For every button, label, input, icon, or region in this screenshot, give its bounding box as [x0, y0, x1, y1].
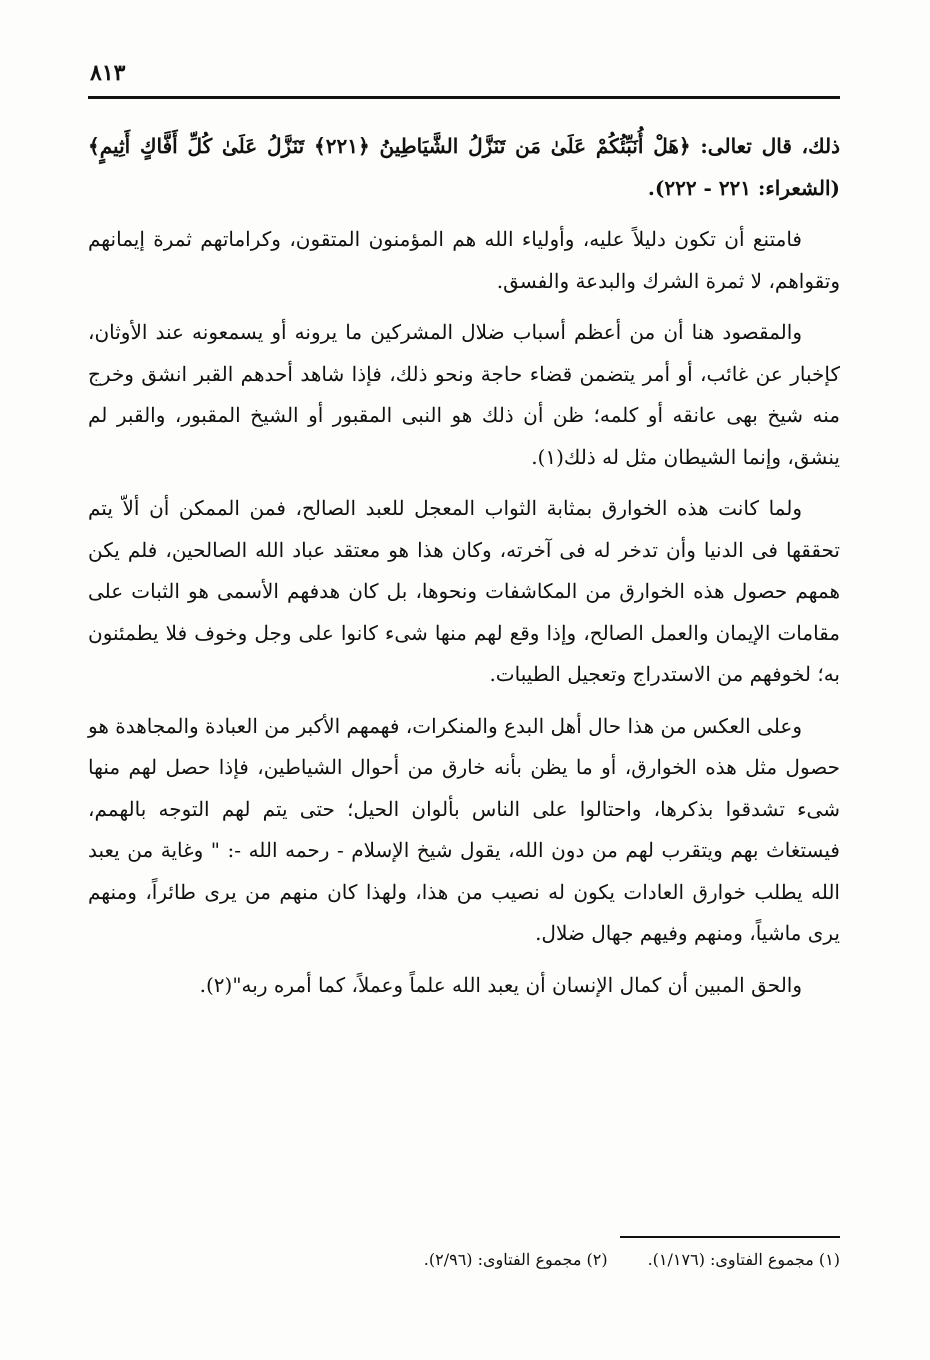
paragraph: ولما كانت هذه الخوارق بمثابة الثواب المعجل للعبد الصالح، فمن الممكن أن ألاّ يتم تحققها فى الدنيا وأن تدخر له فى آخرته، وكان هذا هو معتقد عباد الله الصالحين، فلم يكن همهم حصول هذه الخوارق من المكاشفات ونحوها، بل كان هدفهم الأسمى هو الثبات على مقامات الإيمان والعمل الصالح، وإذا وقع لهم منها شىء كانوا على وجل وخوف فلا يطمئنون به؛ لخوفهم من الاستدراج وتعجيل الطيبات.: [88, 496, 840, 686]
footnote-rule: [620, 1236, 840, 1238]
paragraph-verse: ذلك، قال تعالى: ﴿هَلْ أُنَبِّئُكُمْ عَلَىٰ مَن تَنَزَّلُ الشَّيَاطِينُ ﴿٢٢١﴾ تَنَزَّلُ عَلَىٰ كُلِّ أَفَّاكٍ أَثِيمٍ﴾ (الشعراء: ٢٢١ - ٢٢٢).: [88, 134, 840, 200]
paragraph: وعلى العكس من هذا حال أهل البدع والمنكرات، فهمهم الأكبر من العبادة والمجاهدة هو حصول مثل هذه الخوارق، أو ما يظن بأنه خارق من أحوال الشياطين، فإذا حصل لهم منها شىء تشدقوا بذكرها، واحتالوا على الناس بألوان الحيل؛ حتى يتم لهم التوجه بالهمم، فيستغاث بهم ويتقرب لهم من دون الله، يقول شيخ الإسلام - رحمه الله -: " وغاية من يعبد الله يطلب خوارق العادات يكون له نصيب من هذا، ولهذا كان منهم من يرى طائراً، ومنهم يرى ماشياً، ومنهم وفيهم جهال ضلال.: [88, 713, 840, 945]
page-number: ٨١٣: [90, 60, 126, 86]
footnote-2: (٢) مجموع الفتاوى: (٢/٩٦).: [423, 1250, 608, 1269]
footnotes: [260, 1250, 840, 1269]
footnote-1: (١) مجموع الفتاوى: (١/١٧٦).: [647, 1250, 840, 1269]
header-rule: [88, 96, 840, 99]
body-text: [88, 126, 840, 1016]
paragraph: والحق المبين أن كمال الإنسان أن يعبد الله علماً وعملاً، كما أمره ربه"(٢).: [199, 972, 802, 997]
paragraph: والمقصود هنا أن من أعظم أسباب ضلال المشركين ما يرونه أو يسمعونه عند الأوثان، كإخبار عن غائب، أو أمر يتضمن قضاء حاجة ونحو ذلك، فإذا شاهد أحدهم القبر انشق وخرج منه شيخ بهى عانقه أو كلمه؛ ظن أن ذلك هو النبى المقبور أو الشيخ المقبور، والقبر لم ينشق، وإنما الشيطان مثل له ذلك(١).: [88, 320, 840, 469]
paragraph: فامتنع أن تكون دليلاً عليه، وأولياء الله هم المؤمنون المتقون، وكراماتهم ثمرة إيمانهم وتقواهم، لا ثمرة الشرك والبدعة والفسق.: [88, 227, 840, 293]
